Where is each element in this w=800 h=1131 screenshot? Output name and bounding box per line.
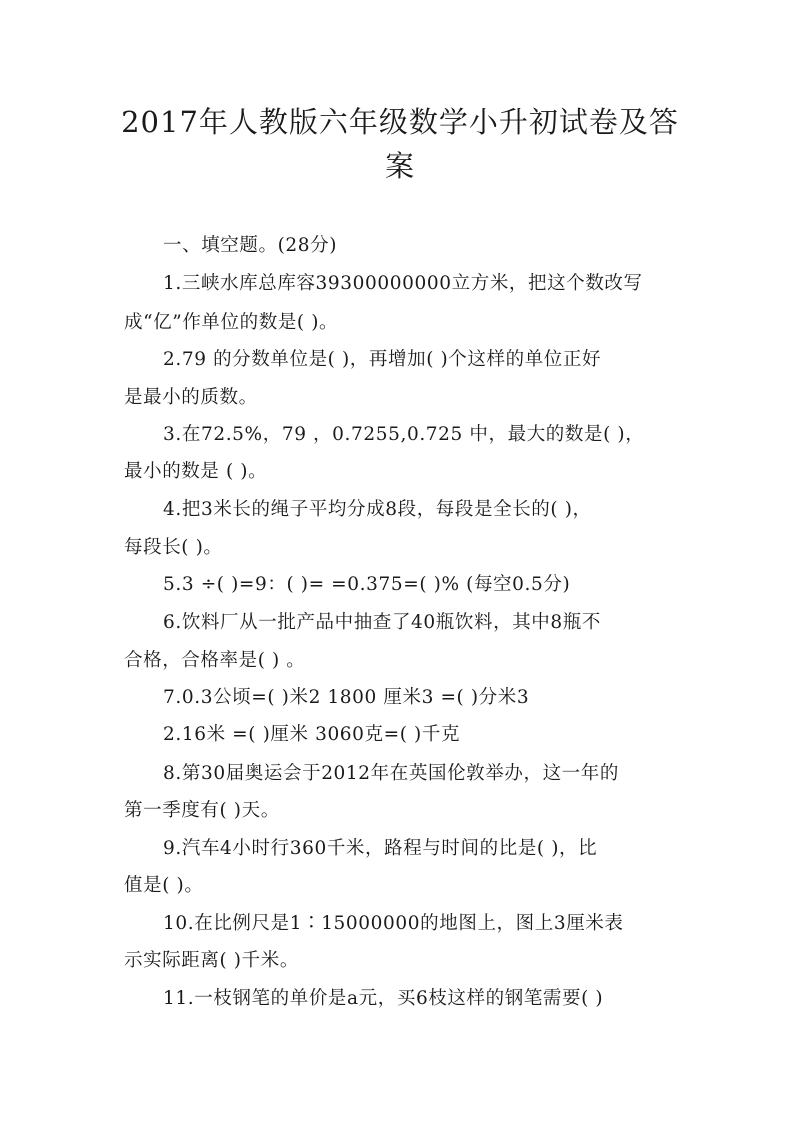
question-4-line-2: 每段长( )。	[124, 537, 223, 558]
question-6-line-2: 合格，合格率是( ) 。	[124, 650, 306, 671]
question-7-line-2: 2.16米 =( )厘米 3060克=( )千克	[163, 724, 461, 745]
question-9-line-2: 值是( )。	[124, 875, 204, 896]
document-title-line-2: 案	[384, 149, 415, 183]
question-5-line-1: 5.3 ÷( )=9：( )= =0.375=( )% (每空0.5分)	[163, 574, 571, 595]
question-8-line-2: 第一季度有( )天。	[124, 800, 280, 821]
question-10-line-2: 示实际距离( )千米。	[124, 950, 299, 971]
question-8-line-1: 8.第30届奥运会于2012年在英国伦敦举办，这一年的	[163, 763, 619, 784]
question-9-line-1: 9.汽车4小时行360千米，路程与时间的比是( )，比	[163, 838, 598, 859]
section-heading-fill-blank: 一、填空题。(28分)	[163, 235, 338, 256]
question-11-line-1: 11.一枝钢笔的单价是a元，买6枝这样的钢笔需要( )	[163, 988, 604, 1009]
question-1-line-2: 成“亿”作单位的数是( )。	[124, 312, 339, 333]
document-title-line-1: 2017年人教版六年级数学小升初试卷及答	[121, 105, 679, 139]
question-3-line-2: 最小的数是 ( )。	[124, 461, 268, 482]
question-3-line-1: 3.在72.5%，79 ，0.7255,0.725 中，最大的数是( )，	[163, 424, 645, 445]
question-2-line-1: 2.79 的分数单位是( )，再增加( )个这样的单位正好	[163, 349, 602, 370]
question-4-line-1: 4.把3米长的绳子平均分成8段，每段是全长的( )，	[163, 499, 592, 520]
question-7-line-1: 7.0.3公顷=( )米2 1800 厘米3 =( )分米3	[163, 687, 530, 708]
question-10-line-1: 10.在比例尺是1∶15000000的地图上，图上3厘米表	[163, 913, 624, 934]
question-2-line-2: 是最小的质数。	[124, 387, 258, 408]
question-1-line-1: 1.三峡水库总库容39300000000立方米，把这个数改写	[163, 273, 643, 294]
question-6-line-1: 6.饮料厂从一批产品中抽查了40瓶饮料，其中8瓶不	[163, 612, 601, 633]
